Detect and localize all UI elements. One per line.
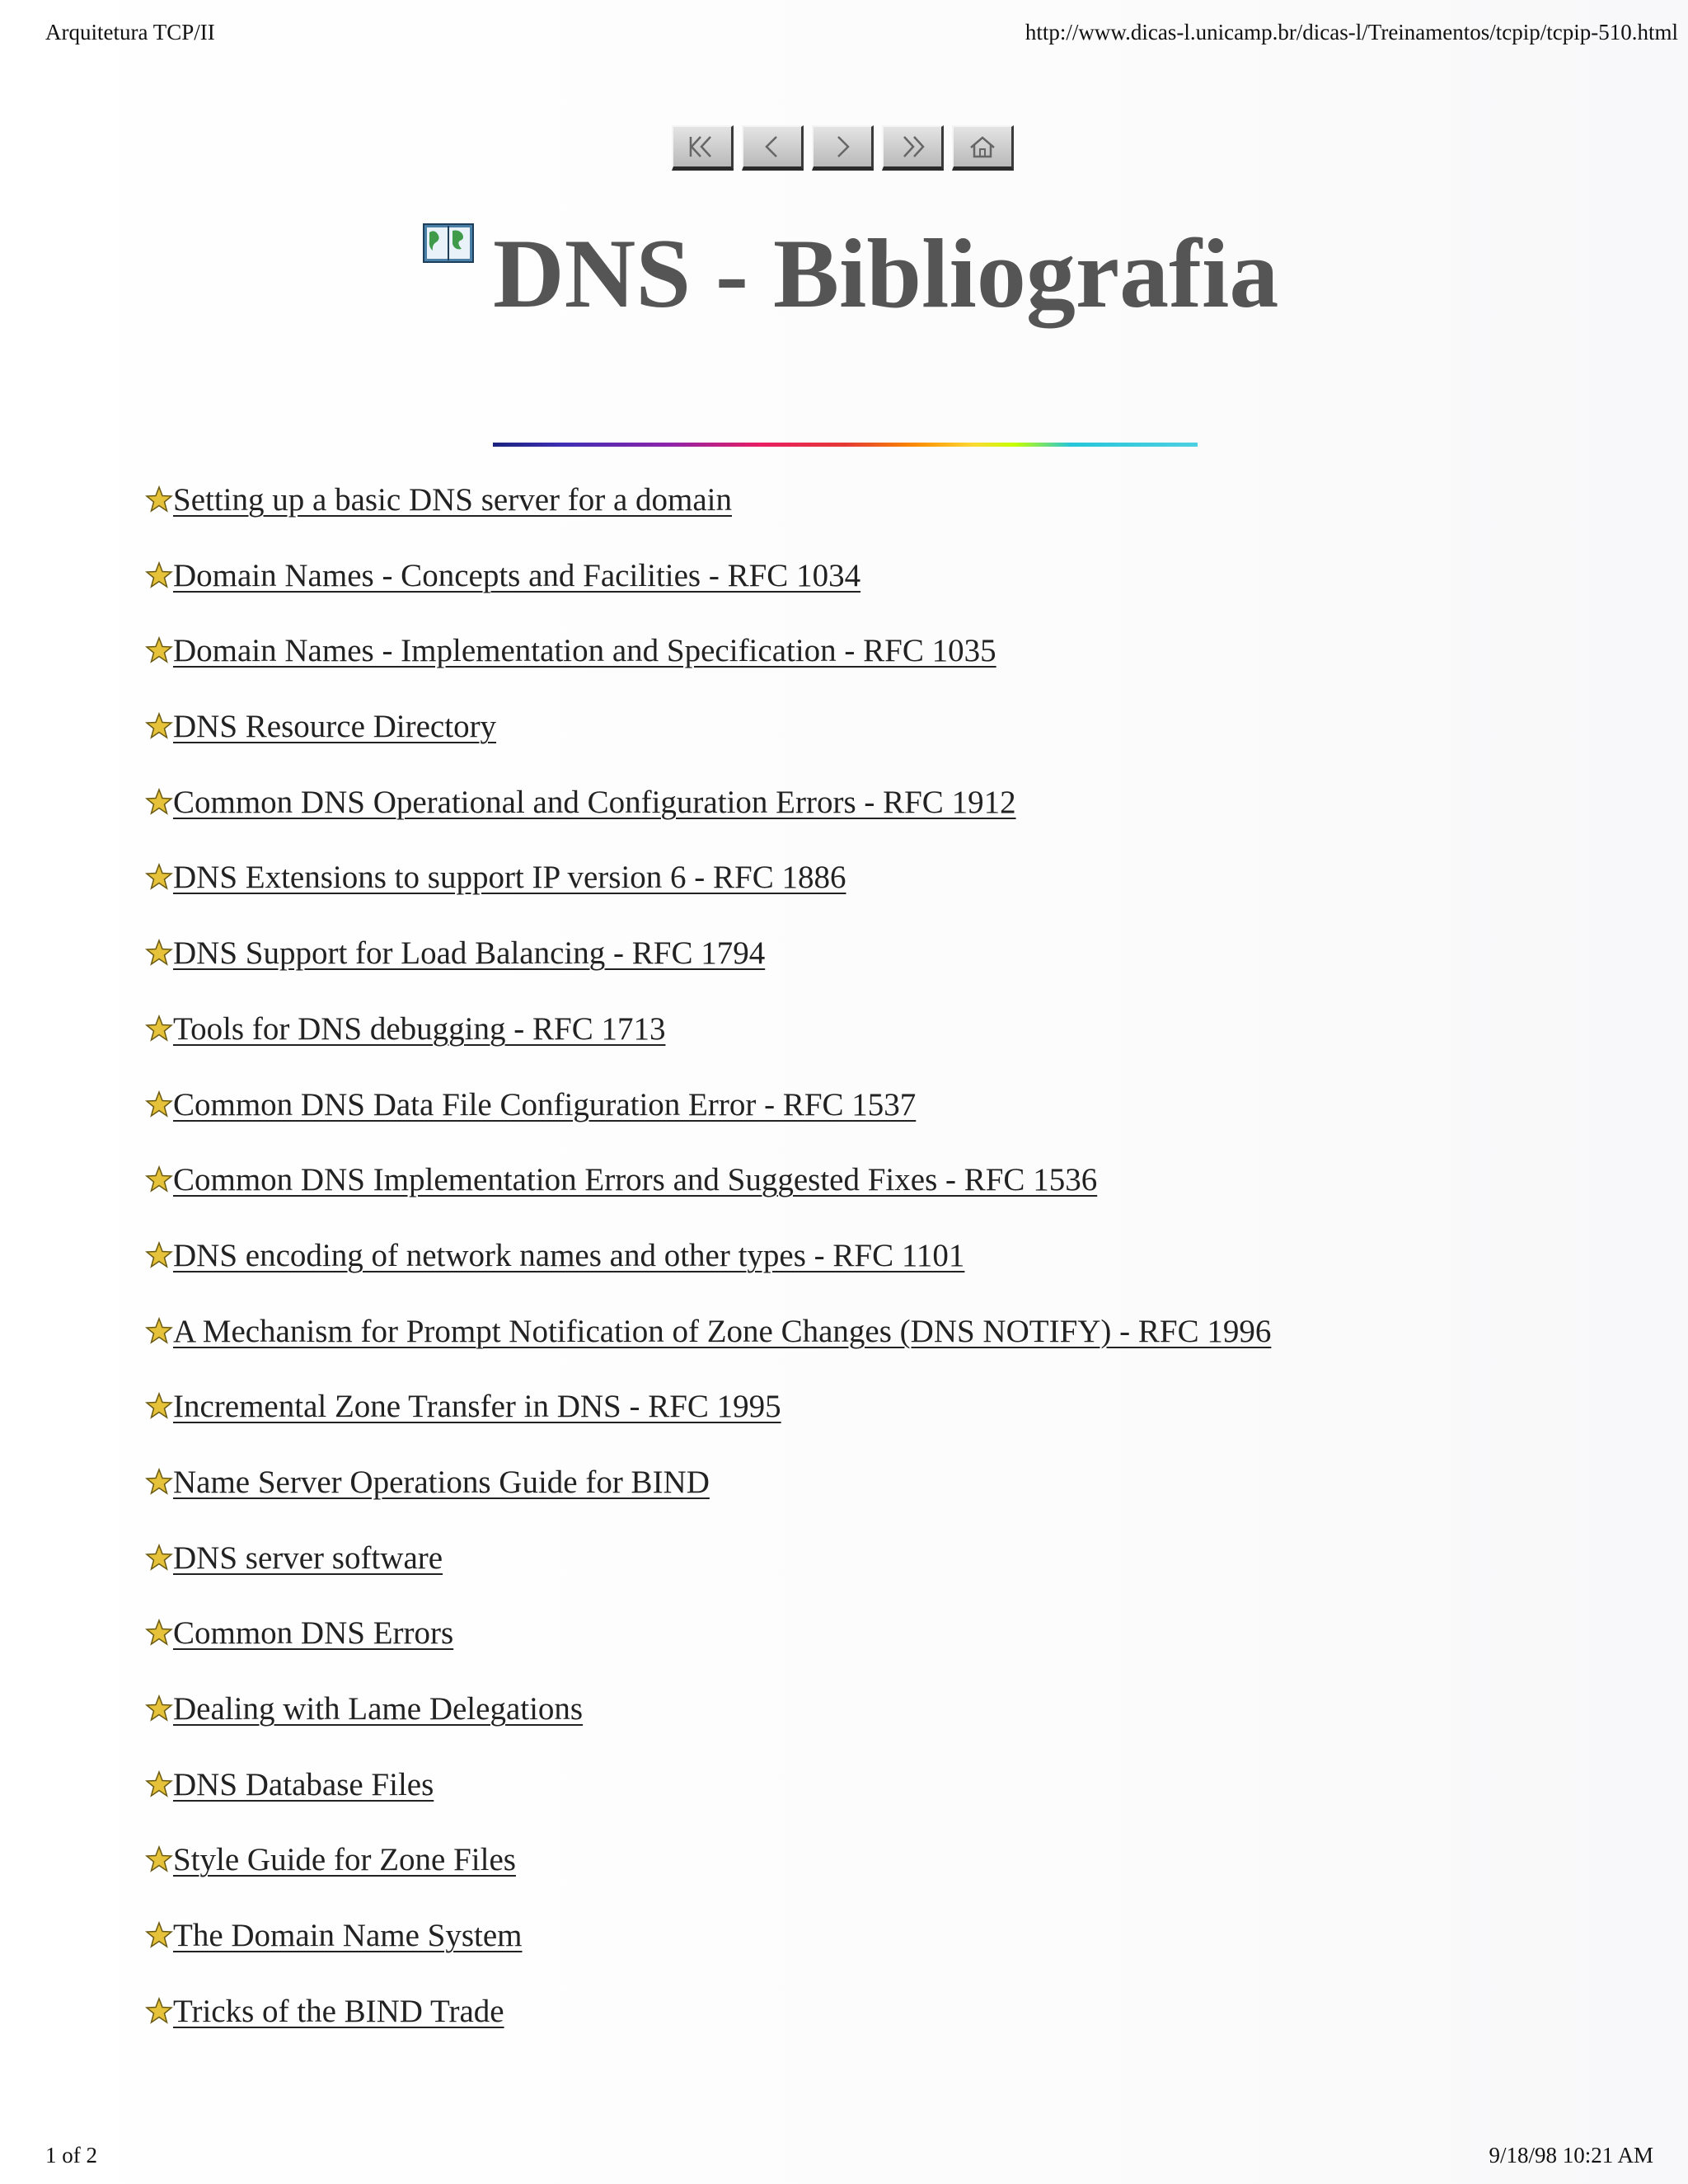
star-bullet-icon — [145, 1241, 173, 1269]
title-block — [422, 216, 1329, 340]
last-page-icon — [894, 133, 931, 161]
print-header-title: Arquitetura TCP/II — [45, 20, 215, 45]
first-page-button[interactable] — [672, 125, 734, 171]
bibliography-link[interactable]: Tricks of the BIND Trade — [173, 1993, 504, 2029]
bibliography-link[interactable]: Common DNS Data File Configuration Error - RFC 1537 — [173, 1086, 917, 1122]
list-item — [145, 935, 1271, 1011]
print-footer-date: 9/18/98 10:21 AM — [1489, 2143, 1653, 2168]
bibliography-link[interactable]: Domain Names - Concepts and Facilities - RFC 1034 — [173, 557, 861, 593]
list-item — [145, 1918, 1271, 1994]
bibliography-link[interactable]: Setting up a basic DNS server for a domain — [173, 482, 733, 518]
bibliography-link[interactable]: Domain Names - Implementation and Specification - RFC 1035 — [173, 633, 996, 669]
bibliography-link[interactable]: DNS server software — [173, 1540, 443, 1576]
page-title: DNS - Bibliografia — [493, 218, 1279, 328]
bibliography-link[interactable]: DNS encoding of network names and other types - RFC 1101 — [173, 1237, 965, 1273]
bibliography-link[interactable]: Dealing with Lame Delegations — [173, 1691, 584, 1727]
bibliography-link[interactable]: Incremental Zone Transfer in DNS - RFC 1995 — [173, 1389, 781, 1425]
bibliography-link[interactable]: Name Server Operations Guide for BIND — [173, 1464, 710, 1500]
star-bullet-icon — [145, 561, 173, 589]
list-item — [145, 1994, 1271, 2069]
list-item — [145, 1162, 1271, 1238]
star-bullet-icon — [145, 1770, 173, 1798]
list-item — [145, 785, 1271, 860]
next-page-button[interactable] — [812, 125, 874, 171]
star-bullet-icon — [145, 1392, 173, 1420]
list-item — [145, 1465, 1271, 1540]
star-bullet-icon — [145, 1468, 173, 1496]
list-item — [145, 860, 1271, 935]
star-bullet-icon — [145, 485, 173, 513]
print-footer-page: 1 of 2 — [45, 2143, 97, 2168]
star-bullet-icon — [145, 1921, 173, 1949]
next-page-icon — [824, 133, 860, 161]
list-item — [145, 1238, 1271, 1314]
bibliography-link[interactable]: DNS Resource Directory — [173, 709, 497, 745]
star-bullet-icon — [145, 1015, 173, 1043]
list-item — [145, 1389, 1271, 1465]
star-bullet-icon — [145, 1544, 173, 1572]
bibliography-link[interactable]: DNS Database Files — [173, 1766, 434, 1802]
home-button[interactable] — [952, 125, 1014, 171]
print-header-url: http://www.dicas-l.unicamp.br/dicas-l/Treinamentos/tcpip/tcpip-510.html — [1025, 20, 1678, 45]
last-page-button[interactable] — [882, 125, 944, 171]
home-icon — [964, 133, 1001, 161]
book-map-icon — [422, 221, 475, 265]
list-item — [145, 482, 1271, 558]
star-bullet-icon — [145, 1165, 173, 1193]
bibliography-link[interactable]: A Mechanism for Prompt Notification of Zone Changes (DNS NOTIFY) - RFC 1996 — [173, 1313, 1272, 1349]
bibliography-list — [145, 482, 1271, 2069]
list-item — [145, 1767, 1271, 1843]
previous-page-icon — [754, 133, 790, 161]
bibliography-link[interactable]: Common DNS Operational and Configuration Errors - RFC 1912 — [173, 784, 1016, 820]
bibliography-link[interactable]: The Domain Name System — [173, 1918, 523, 1954]
star-bullet-icon — [145, 863, 173, 891]
list-item — [145, 1691, 1271, 1767]
list-item — [145, 1615, 1271, 1691]
rainbow-divider — [493, 443, 1198, 447]
list-item — [145, 1842, 1271, 1918]
star-bullet-icon — [145, 1619, 173, 1647]
list-item — [145, 1540, 1271, 1616]
list-item — [145, 1314, 1271, 1390]
bibliography-link[interactable]: DNS Support for Load Balancing - RFC 1794 — [173, 935, 766, 972]
star-bullet-icon — [145, 712, 173, 740]
bibliography-link[interactable]: DNS Extensions to support IP version 6 - RFC 1886 — [173, 860, 846, 896]
bibliography-link[interactable]: Common DNS Implementation Errors and Suggested Fixes - RFC 1536 — [173, 1162, 1098, 1198]
bibliography-link[interactable]: Style Guide for Zone Files — [173, 1842, 516, 1878]
list-item — [145, 558, 1271, 634]
list-item — [145, 1011, 1271, 1087]
star-bullet-icon — [145, 939, 173, 967]
list-item — [145, 1087, 1271, 1163]
first-page-icon — [684, 133, 720, 161]
star-bullet-icon — [145, 1845, 173, 1873]
star-bullet-icon — [145, 636, 173, 664]
page-navigation — [672, 125, 1014, 173]
star-bullet-icon — [145, 1090, 173, 1118]
previous-page-button[interactable] — [742, 125, 804, 171]
bibliography-link[interactable]: Tools for DNS debugging - RFC 1713 — [173, 1010, 666, 1047]
star-bullet-icon — [145, 1317, 173, 1345]
star-bullet-icon — [145, 1997, 173, 2025]
list-item — [145, 709, 1271, 785]
star-bullet-icon — [145, 788, 173, 816]
star-bullet-icon — [145, 1694, 173, 1722]
bibliography-link[interactable]: Common DNS Errors — [173, 1615, 454, 1652]
list-item — [145, 633, 1271, 709]
